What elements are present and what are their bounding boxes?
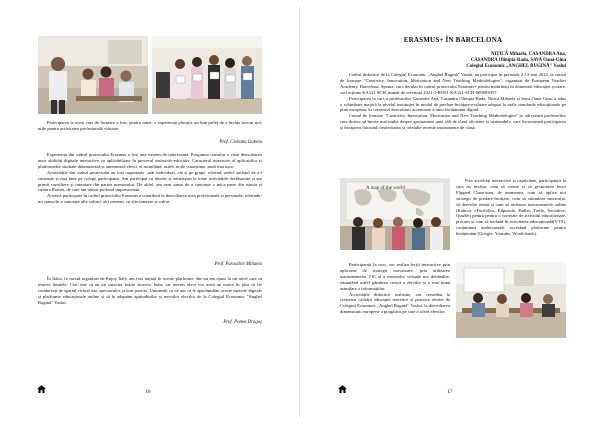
photo-lecture-room bbox=[456, 262, 566, 338]
author-line: CASANDRA Olimpia-Rada, SAVA Oana-Gina bbox=[470, 57, 566, 63]
map-label: A map of the world bbox=[366, 186, 405, 191]
paragraph: Participanții la curs, vor realiza lecții interactive prin aplicarea de strategii inovatoare, prin utilizarea instrumentelor TIC și a resurselor virtuale noi dobândite, stimulând astfel gândirea critică a elevilor și o mai bună asimilare a informațiilor. bbox=[340, 262, 450, 291]
paragraph: Cursul de formare "Creativity, Innovation, Motivation and New Teaching Methodologies" se adresează profesorilor care doresc să învețe mai multe despre gestionarea unei săli de clasă eficiente și sustenabile, care încurajează participarea și învățarea folosind creativitatea și celelalte recente instrumente de clasă. bbox=[340, 113, 566, 131]
article-outcomes bbox=[340, 262, 450, 315]
article-activities bbox=[456, 178, 566, 237]
author-line: NIȚICĂ Mihaela, CASANDRA Ana, bbox=[490, 52, 566, 57]
page-number: 16 bbox=[145, 389, 151, 395]
paragraph: Această participare în cadrul proiectului Erasmus a contribuit la dezvoltarea mea profesională și personală, oferindu-mi șansa de a cunoaște alte culturi, alți oameni, cu alte interese și valori. bbox=[38, 193, 262, 205]
page-number: 17 bbox=[447, 389, 453, 395]
caption-text: Participarea la acest curs de formare a fost, pentru mine, o experiență plăcută, un bun prilej de a învăța lucruri noi, utile pentru activitatea profesională viitoare. bbox=[38, 120, 262, 131]
article-title: ERASMUS+ ÎN BARCELONA bbox=[403, 36, 503, 44]
testimonial-ponea bbox=[38, 276, 262, 306]
testimonial-paraschiv bbox=[38, 152, 262, 205]
paragraph: Cadrul didactice de la Colegiul Economic „Anghel Rugină" Vaslui, au participat în perioada 2-13 mai 2022, la cursul de formare "Creativity, Innovation, Motivation and New Teaching Methodologies", organizat de European Teacher Academy, Barcelona, Spania, curs derulat în cadrul proiectului Erasmus+ pentru mobilități în domeniul educației școlare, cod acțiune KA121 SCH, număr de referință 2021-1-RO01-KA121-SCH-000005057. bbox=[340, 72, 566, 95]
paragraph: Prin activități interactive și captivante, participanții la curs au învățat, cum să creeze și să gestioneze lecții Flipped Classroom, de asemenea, cum să aplice noi strategii de predare-învățare, cum să stimuleze motivația, să dezvolte relații și cum să utilizeze instrumentele online (Kahoot, ePortfolios, Edpuzzle, Padlet, Trello, Socrative, Quizlet) pentru pentru o varietate de activități educaționale, precum și cum să includă în activitatea educațională(VTS), conținuturi audiovizuale accesând platforme pentru învățământ (Google, Youtube, Wordclouds). bbox=[456, 178, 566, 237]
paragraph: În Italia, la cursul organizat de Enjoy Italy, am fost inițiați în aceste platforme, dar nu am ajuns la un nivel care să testeze limitele. Cert este că au un caracter foarte atractiv, luate, iar interes elevi vor avea un motiv în plus să fie conductați de spațiul virtual dar, spectaculos și mai pozitiv. Uniunealt ca ne aut că le aprofundăm aceste metode digitale și platforme educaționale online și să le adaptăm aptitudinilor și nevoilor elevilor de la Colegiul Economic "Anghel Rugină" Vaslui. bbox=[38, 276, 262, 305]
author-line: Colegiul Economic „ANGHEL RUGINĂ" Vaslui bbox=[466, 63, 566, 69]
photo-group-certificates bbox=[152, 36, 262, 114]
author-block bbox=[340, 52, 566, 69]
caption-ciobanu bbox=[38, 120, 262, 132]
article-intro bbox=[340, 72, 566, 131]
signature-paraschiv: Prof. Paraschiv Mihaela bbox=[214, 262, 262, 267]
home-icon[interactable] bbox=[37, 385, 46, 393]
photo-group-training bbox=[38, 36, 148, 114]
home-icon[interactable] bbox=[338, 385, 347, 393]
paragraph: Activitățile didactice realizate, vor contribui la creșterea calității educației teoretice și practice oferite de Colegiul Economic „Anghel Rugină" Vaslui, la dezvoltarea dimensiunii europene a progătirii pe care o oferă elevilor. bbox=[340, 291, 450, 315]
paragraph: Participarea la curs a profesorilor Casandra Ana, Casandra Olimpia-Rada, Niticá Mihaela și Sava Oana-Gina, a adus o schimbare majoră la nivelul instituției în modul de predare-învățare-evaluare adaptat la noile standarde educaționale pe plan european, în contextul dezvoltării accentuate a unui învățământ digital. bbox=[340, 95, 566, 113]
paragraph: Experiența din cadrul proiectului Erasmus a fost una extrem de interesantă. Programa cursului a vizat dezvoltarea unor abilități digitale interactive cu aplicabilitate în procesul instructiv-educativ. Caracterul interactiv al aplicațiilor și platformelor studiate dinamizează și antrenează elevii, ei asimilând, astfel, noile cunoștințe, mult mai ușor. bbox=[38, 152, 262, 169]
signature-ponea: Prof. Ponea Dragoș bbox=[223, 320, 262, 325]
photo-classroom-map bbox=[340, 178, 450, 250]
paragraph: Activitățile din cadrul proiectului au fost organizate „atât individual, cât și pe grupe, oferind, astfel, prilejul de a-i cunoaște și mai bine pe colegii participanți. Am participat cu interes și entuziasm la toate activitățile desfășurate și am primit consiliere și orientare din partea mentorului. De altfel, am avut șansa de a cunoaște o mica parte din istoria și cultura Romei, de care am rămas profund impresionată. bbox=[38, 169, 262, 193]
signature-ciobanu: Prof. Ciobanu Izabela bbox=[219, 140, 262, 145]
right-page bbox=[300, 0, 600, 424]
